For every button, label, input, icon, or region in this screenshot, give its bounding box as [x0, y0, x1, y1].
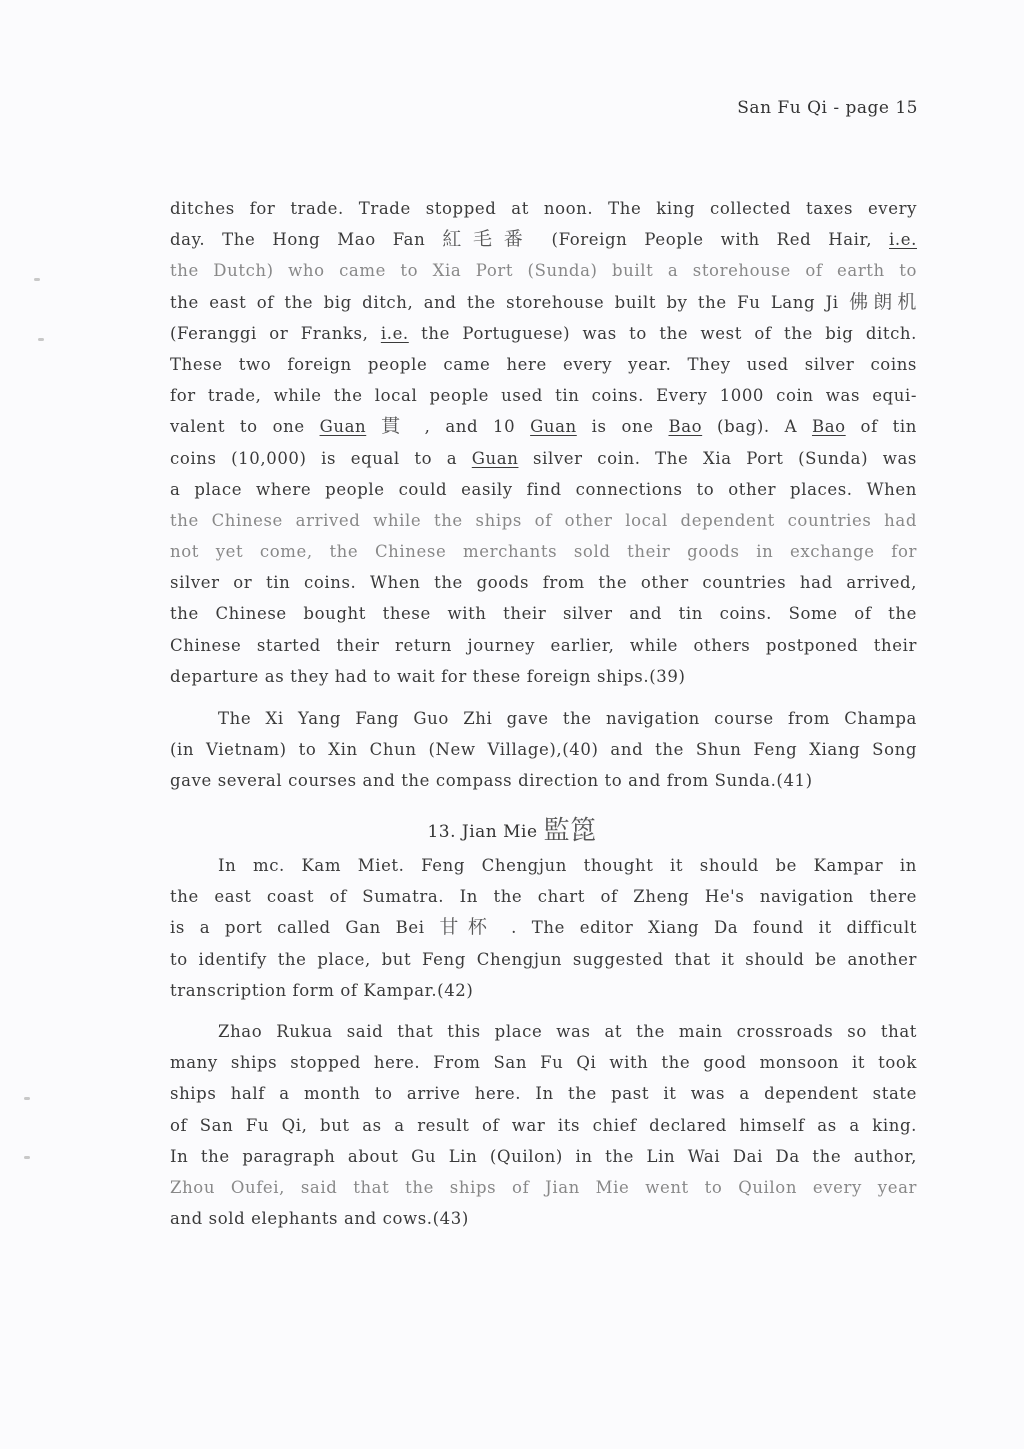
text-line: [170, 443, 917, 474]
text-line: (in Vietnam) to Xin Chun (New Village),(40) and the Shun Feng Xiang Song: [170, 740, 917, 760]
text-line: Zhou Oufei, said that the ships of Jian Mie went to Quilon every year: [170, 1177, 917, 1197]
text-line: the east coast of Sumatra. In the chart of Zheng He's navigation there: [170, 887, 917, 907]
text-span: , and 10: [409, 417, 531, 437]
text-line: a place where people could easily find connections to other places. When: [170, 479, 917, 499]
text-line: These two foreign people came here every year. They used silver coins: [170, 354, 917, 374]
paragraph-2: [170, 703, 917, 797]
text-line: gave several courses and the compass direction to and from Sunda.(41): [170, 771, 813, 791]
text-span: the east of the big ditch, and the storehouse built by the Fu Lang Ji: [170, 292, 850, 312]
text-span: (Feranggi or Franks,: [170, 323, 381, 343]
chinese-characters: 甘杯: [439, 916, 497, 939]
margin-mark: [24, 1097, 30, 1100]
paragraph-4: [170, 1016, 917, 1234]
chinese-characters: 貫: [381, 415, 410, 438]
text-line: of San Fu Qi, but as a result of war its chief declared himself as a king.: [170, 1115, 917, 1135]
text-line: [170, 224, 917, 255]
text-span: coins (10,000) is equal to a: [170, 448, 472, 468]
section-heading: [0, 810, 1024, 847]
text-line: silver or tin coins. When the goods from the other countries had arrived,: [170, 573, 917, 593]
chinese-characters: 紅毛番: [442, 228, 535, 251]
text-line: Zhao Rukua said that this place was at the main crossroads so that: [218, 1022, 917, 1041]
text-line: transcription form of Kampar.(42): [170, 980, 474, 1000]
underlined-text: Guan: [319, 417, 367, 437]
text-span: is a port called Gan Bei: [170, 918, 440, 938]
text-line: the Dutch) who came to Xia Port (Sunda) built a storehouse of earth to: [170, 261, 917, 281]
text-line: to identify the place, but Feng Chengjun suggested that it should be another: [170, 949, 917, 969]
text-line: [170, 912, 917, 943]
chinese-characters: 佛朗机: [849, 290, 917, 313]
underlined-text: i.e.: [380, 323, 409, 343]
text-span: (Foreign People with Red Hair,: [534, 230, 890, 250]
text-span: (bag). A: [702, 417, 812, 437]
margin-mark: [34, 278, 40, 281]
text-line: the Chinese arrived while the ships of other local dependent countries had: [170, 510, 917, 530]
text-span: the Portuguese) was to the west of the big ditch.: [408, 323, 917, 343]
margin-mark: [24, 1156, 30, 1159]
underlined-text: Guan: [530, 417, 577, 437]
text-line: ships half a month to arrive here. In the past it was a dependent state: [170, 1084, 917, 1104]
section-title: 13. Jian Mie: [427, 822, 538, 842]
text-line: [170, 411, 917, 442]
underlined-text: Bao: [811, 417, 846, 437]
underlined-text: Bao: [668, 417, 703, 437]
underlined-text: Guan: [471, 448, 519, 468]
margin-mark: [38, 338, 44, 341]
text-line: for trade, while the local people used tin coins. Every 1000 coin was equi-: [170, 386, 917, 406]
paragraph-3: [170, 850, 917, 1006]
text-line: ditches for trade. Trade stopped at noon. The king collected taxes every: [170, 199, 917, 218]
text-span: of tin: [845, 417, 918, 437]
text-line: not yet come, the Chinese merchants sold their goods in exchange for: [170, 542, 917, 562]
paragraph-1: [170, 193, 917, 692]
text-span: . The editor Xiang Da found it difficult: [496, 918, 917, 938]
text-line: In mc. Kam Miet. Feng Chengjun thought it should be Kampar in: [218, 856, 917, 875]
text-line: departure as they had to wait for these foreign ships.(39): [170, 666, 686, 686]
text-line: The Xi Yang Fang Guo Zhi gave the navigation course from Champa: [218, 709, 917, 728]
text-line: the Chinese bought these with their silver and tin coins. Some of the: [170, 604, 917, 624]
text-line: Chinese started their return journey earlier, while others postponed their: [170, 635, 917, 655]
page-header: San Fu Qi - page 15: [737, 98, 918, 118]
chinese-characters: 監箆: [543, 816, 597, 846]
text-span: day. The Hong Mao Fan: [170, 230, 443, 250]
text-line: In the paragraph about Gu Lin (Quilon) in the Lin Wai Dai Da the author,: [170, 1146, 917, 1166]
text-span: is one: [576, 417, 669, 437]
text-line: [170, 287, 917, 318]
text-line: and sold elephants and cows.(43): [170, 1209, 469, 1229]
text-line: [170, 318, 917, 349]
text-span: valent to one: [170, 417, 320, 437]
text-line: many ships stopped here. From San Fu Qi with the good monsoon it took: [170, 1053, 917, 1073]
underlined-text: i.e.: [889, 230, 917, 250]
text-span: silver coin. The Xia Port (Sunda) was: [518, 448, 917, 468]
